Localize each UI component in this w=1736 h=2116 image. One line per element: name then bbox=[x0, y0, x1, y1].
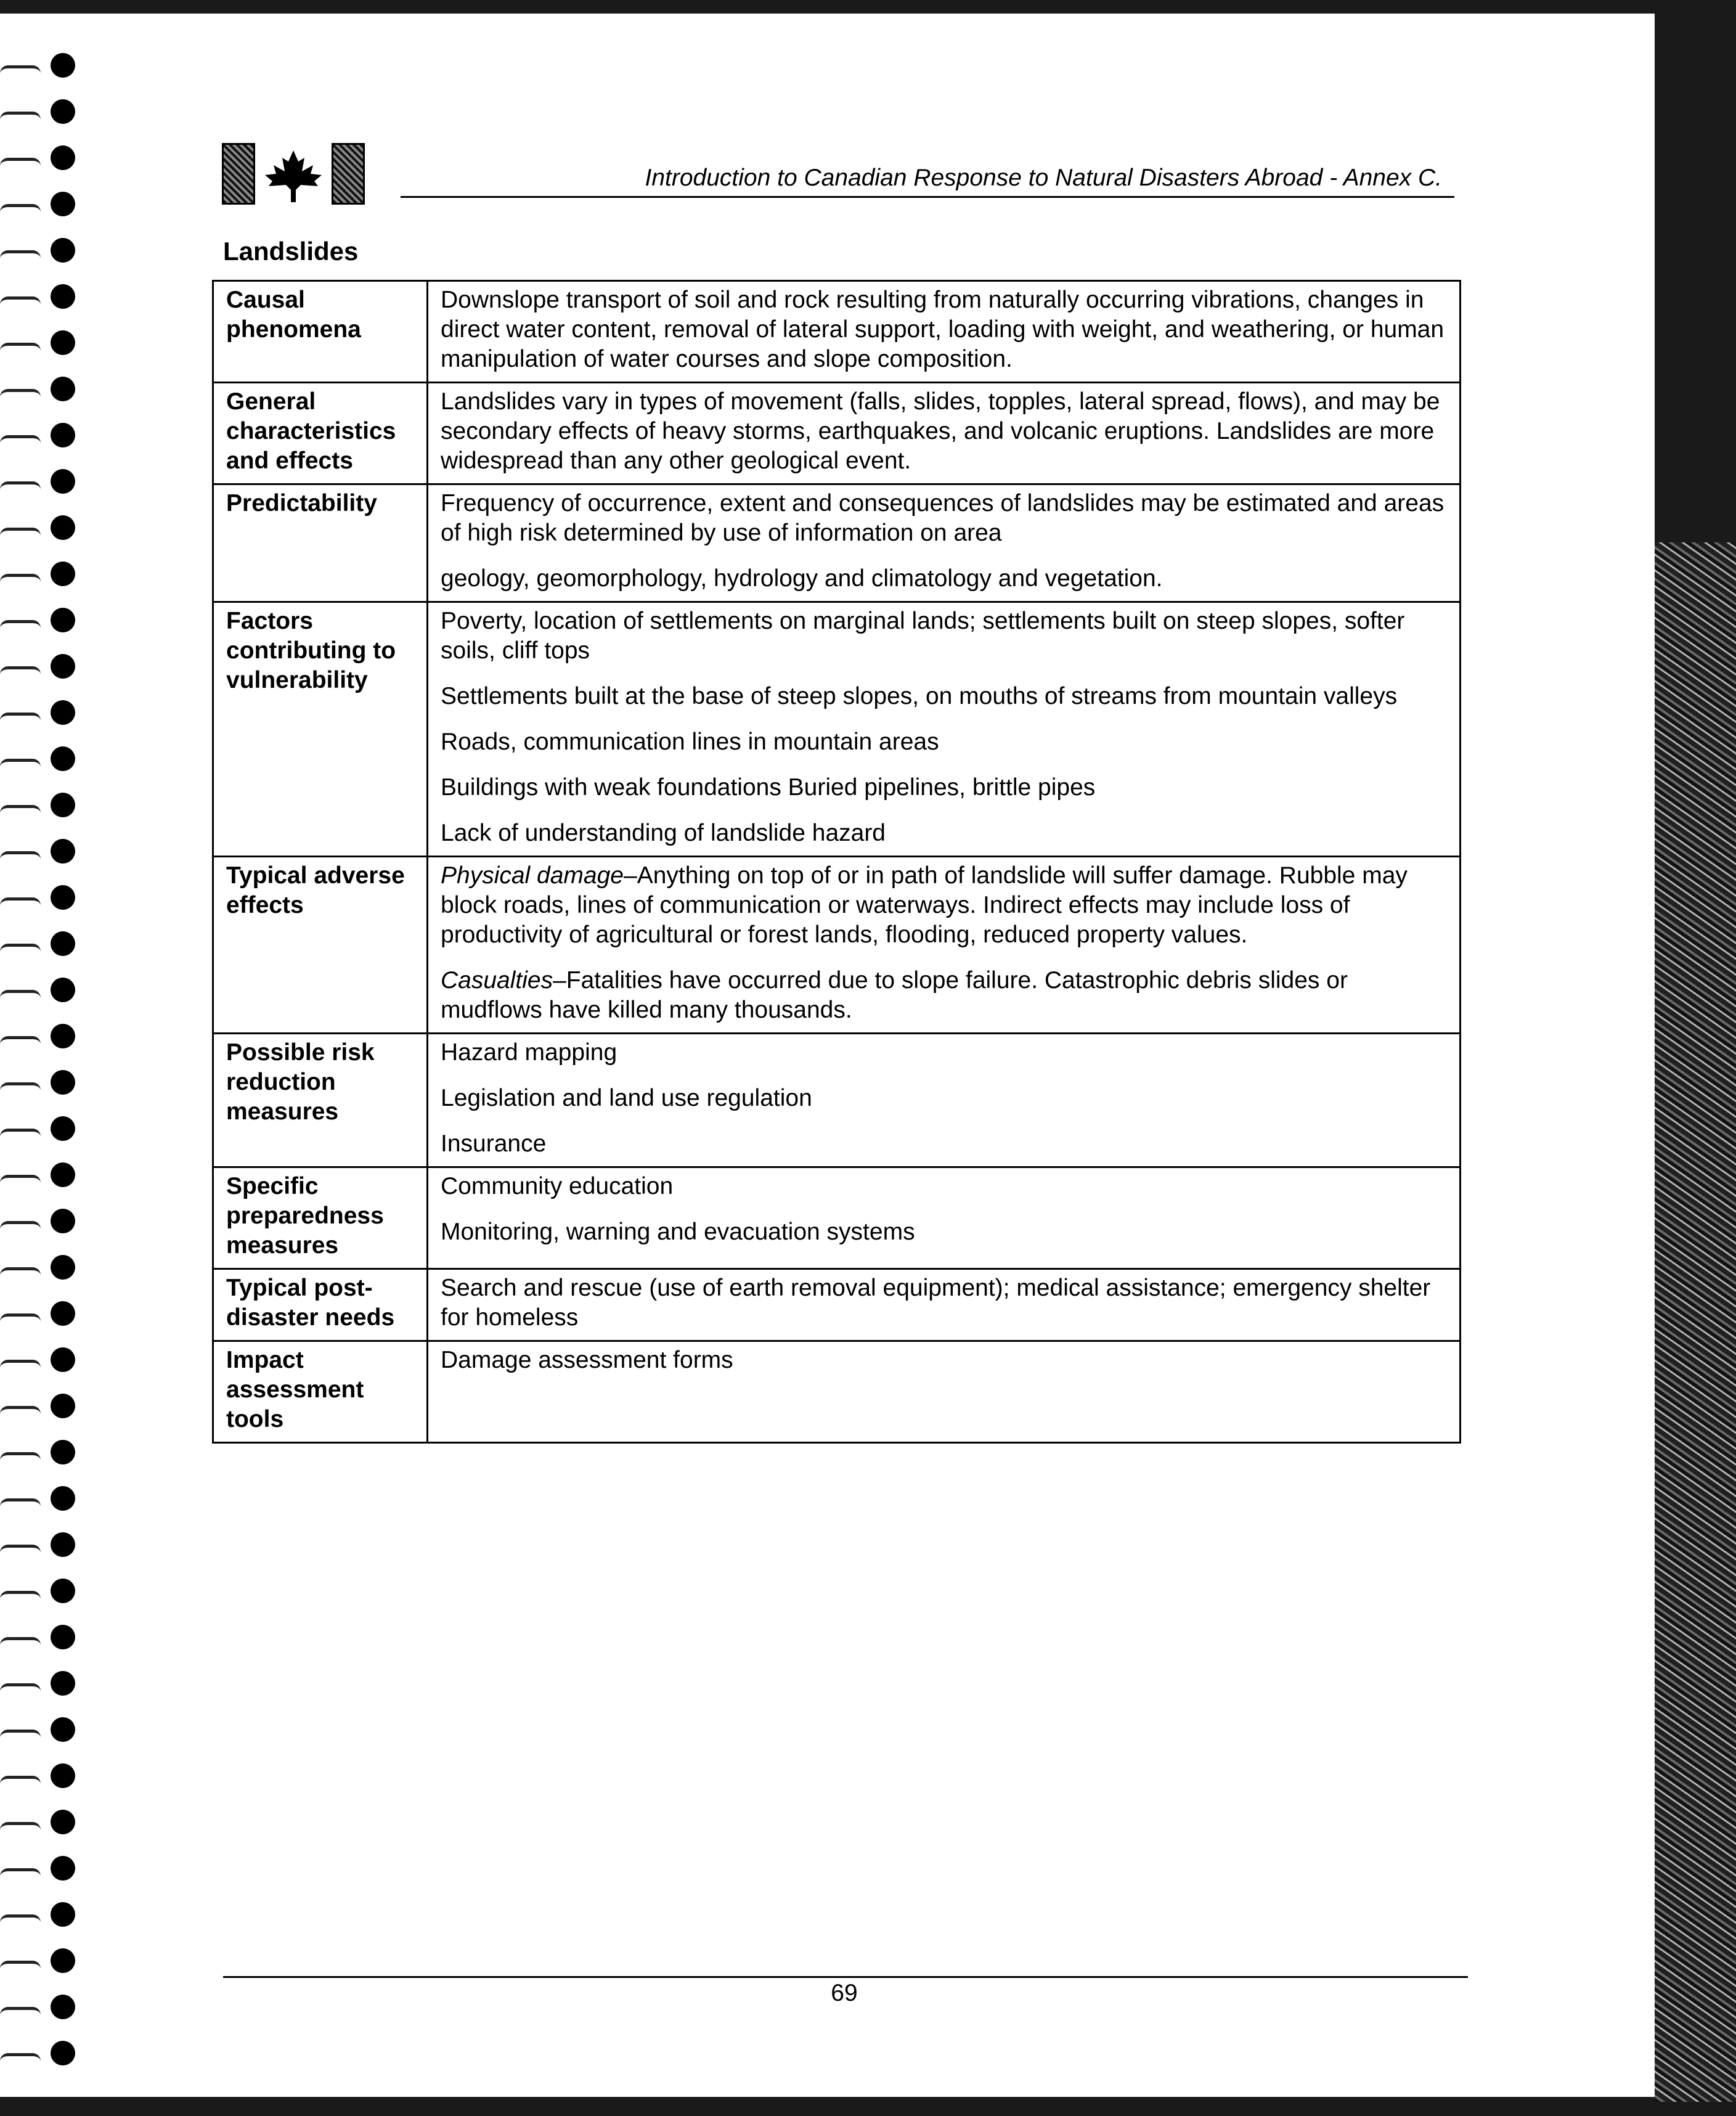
spiral-ring bbox=[0, 1616, 74, 1662]
spiral-ring bbox=[0, 692, 74, 737]
spiral-ring bbox=[0, 1847, 74, 1893]
spiral-ring bbox=[0, 830, 74, 876]
paragraph-text: Poverty, location of settlements on marginal lands; settlements built on steep slopes, softer soils, cliff tops bbox=[441, 608, 1405, 664]
content-paragraph bbox=[441, 1038, 1447, 1068]
content-paragraph bbox=[441, 861, 1447, 950]
paragraph-text: Downslope transport of soil and rock resulting from naturally occurring vibrations, changes in direct water content, removal of lateral support, loading with weight, and weathering, or human manipulation of water courses and slope composition. bbox=[441, 287, 1445, 372]
spiral-ring bbox=[0, 553, 74, 598]
table-row bbox=[213, 1269, 1461, 1341]
content-paragraph bbox=[441, 489, 1447, 548]
content-paragraph bbox=[441, 773, 1447, 803]
content-paragraph bbox=[441, 607, 1447, 666]
canadian-flag-icon bbox=[222, 143, 365, 205]
row-content bbox=[428, 484, 1461, 602]
document-page bbox=[0, 14, 1655, 2097]
spiral-ring bbox=[0, 1662, 74, 1708]
content-paragraph bbox=[441, 1172, 1447, 1201]
row-label: Factors contributing to vulnerability bbox=[213, 602, 428, 857]
content-paragraph bbox=[441, 387, 1447, 476]
spiral-ring bbox=[0, 322, 74, 367]
row-label: Predictability bbox=[213, 484, 428, 602]
spiral-ring bbox=[0, 183, 74, 229]
row-content bbox=[428, 857, 1461, 1034]
spiral-ring bbox=[0, 1339, 74, 1384]
spiral-ring bbox=[0, 876, 74, 922]
row-label: Typical adverse effects bbox=[213, 857, 428, 1034]
content-paragraph bbox=[441, 564, 1447, 594]
spiral-ring bbox=[0, 1246, 74, 1292]
spiral-ring bbox=[0, 1893, 74, 1939]
maple-leaf-icon bbox=[263, 149, 324, 203]
paragraph-text: Legislation and land use regulation bbox=[441, 1085, 812, 1111]
spiral-ring bbox=[0, 460, 74, 506]
row-label: Specific preparedness measures bbox=[213, 1167, 428, 1269]
content-paragraph bbox=[441, 1346, 1447, 1375]
content-paragraph bbox=[441, 1273, 1447, 1333]
content-paragraph bbox=[441, 727, 1447, 757]
paragraph-text: geology, geomorphology, hydrology and climatology and vegetation. bbox=[441, 565, 1163, 592]
paragraph-text: –Fatalities have occurred due to slope failure. Catastrophic debris slides or mudflows have killed many thousands. bbox=[441, 967, 1348, 1023]
spiral-ring bbox=[0, 2032, 74, 2078]
row-content bbox=[428, 1167, 1461, 1269]
row-label: Typical post-disaster needs bbox=[213, 1269, 428, 1341]
row-content bbox=[428, 1034, 1461, 1167]
table-row bbox=[213, 484, 1461, 602]
spiral-ring bbox=[0, 276, 74, 321]
paragraph-lead: Casualties bbox=[441, 967, 553, 994]
paragraph-text: Landslides vary in types of movement (falls, slides, topples, lateral spread, flows), and may be secondary effects of heavy storms, earthquakes, and volcanic eruptions. Landslides are more widespread than any other geological event. bbox=[441, 388, 1440, 474]
paragraph-text: –Anything on top of or in path of landslide will suffer damage. Rubble may block roads, lines of communication or waterways. Indirect effects may include loss of productivity of agricultural or forest lands, flooding, reduced property values. bbox=[441, 862, 1408, 948]
page-header bbox=[222, 143, 1454, 211]
spiral-ring bbox=[0, 645, 74, 691]
spiral-ring bbox=[0, 1385, 74, 1431]
row-content bbox=[428, 281, 1461, 383]
spiral-ring bbox=[0, 1293, 74, 1338]
table-row bbox=[213, 857, 1461, 1034]
paragraph-text: Community education bbox=[441, 1173, 674, 1199]
spiral-ring bbox=[0, 1108, 74, 1153]
spiral-ring bbox=[0, 1986, 74, 2032]
paragraph-text: Settlements built at the base of steep slopes, on mouths of streams from mountain valleys bbox=[441, 683, 1398, 709]
paragraph-text: Lack of understanding of landslide hazard bbox=[441, 820, 886, 846]
spiral-ring bbox=[0, 923, 74, 968]
spiral-ring bbox=[0, 229, 74, 275]
spiral-ring bbox=[0, 1755, 74, 1800]
header-title: Introduction to Canadian Response to Natural Disasters Abroad - Annex C. bbox=[401, 160, 1454, 198]
table-row bbox=[213, 1034, 1461, 1167]
landslide-table bbox=[212, 280, 1461, 1444]
spiral-ring bbox=[0, 784, 74, 830]
spiral-ring bbox=[0, 599, 74, 645]
paragraph-text: Monitoring, warning and evacuation systems bbox=[441, 1219, 915, 1245]
spiral-ring bbox=[0, 1801, 74, 1847]
row-label: Impact assessment tools bbox=[213, 1341, 428, 1443]
content-paragraph bbox=[441, 285, 1447, 374]
paragraph-text: Roads, communication lines in mountain areas bbox=[441, 729, 939, 755]
spiral-ring bbox=[0, 1524, 74, 1569]
paragraph-lead: Physical damage bbox=[441, 862, 624, 889]
row-content bbox=[428, 602, 1461, 857]
spiral-ring bbox=[0, 1477, 74, 1523]
row-label: Causal phenomena bbox=[213, 281, 428, 383]
spiral-ring bbox=[0, 1061, 74, 1107]
table-row bbox=[213, 281, 1461, 383]
spiral-ring bbox=[0, 137, 74, 182]
spiral-ring bbox=[0, 1015, 74, 1061]
content-paragraph bbox=[441, 682, 1447, 711]
spiral-ring bbox=[0, 44, 74, 90]
content-paragraph bbox=[441, 966, 1447, 1025]
paragraph-text: Buildings with weak foundations Buried pipelines, brittle pipes bbox=[441, 774, 1096, 801]
paragraph-text: Frequency of occurrence, extent and consequences of landslides may be estimated and areas of high risk determined by use of information on area bbox=[441, 490, 1445, 546]
footer-rule bbox=[223, 1976, 1468, 1978]
table-row bbox=[213, 1341, 1461, 1443]
spiral-ring bbox=[0, 368, 74, 414]
spiral-ring bbox=[0, 507, 74, 552]
row-content bbox=[428, 1269, 1461, 1341]
paragraph-text: Search and rescue (use of earth removal equipment); medical assistance; emergency shelter for homeless bbox=[441, 1275, 1431, 1331]
content-paragraph bbox=[441, 1084, 1447, 1113]
table-row bbox=[213, 383, 1461, 484]
content-paragraph bbox=[441, 1217, 1447, 1247]
section-title: Landslides bbox=[223, 237, 359, 266]
spiral-ring bbox=[0, 1200, 74, 1246]
scan-edge-noise bbox=[1655, 542, 1736, 2102]
spiral-ring bbox=[0, 91, 74, 136]
table-row bbox=[213, 602, 1461, 857]
spiral-ring bbox=[0, 1940, 74, 1985]
paragraph-text: Damage assessment forms bbox=[441, 1347, 733, 1373]
table-row bbox=[213, 1167, 1461, 1269]
paragraph-text: Hazard mapping bbox=[441, 1039, 617, 1066]
spiral-ring bbox=[0, 738, 74, 783]
spiral-ring bbox=[0, 1154, 74, 1199]
paragraph-text: Insurance bbox=[441, 1130, 547, 1157]
spiral-ring bbox=[0, 969, 74, 1015]
spiral-binding bbox=[0, 44, 80, 2097]
row-content bbox=[428, 1341, 1461, 1443]
page-number: 69 bbox=[831, 1980, 858, 2006]
spiral-ring bbox=[0, 414, 74, 460]
content-paragraph bbox=[441, 1129, 1447, 1159]
spiral-ring bbox=[0, 1709, 74, 1754]
content-paragraph bbox=[441, 819, 1447, 848]
row-label: Possible risk reduction measures bbox=[213, 1034, 428, 1167]
row-content bbox=[428, 383, 1461, 484]
spiral-ring bbox=[0, 1570, 74, 1616]
row-label: General characteristics and effects bbox=[213, 383, 428, 484]
spiral-ring bbox=[0, 1431, 74, 1477]
